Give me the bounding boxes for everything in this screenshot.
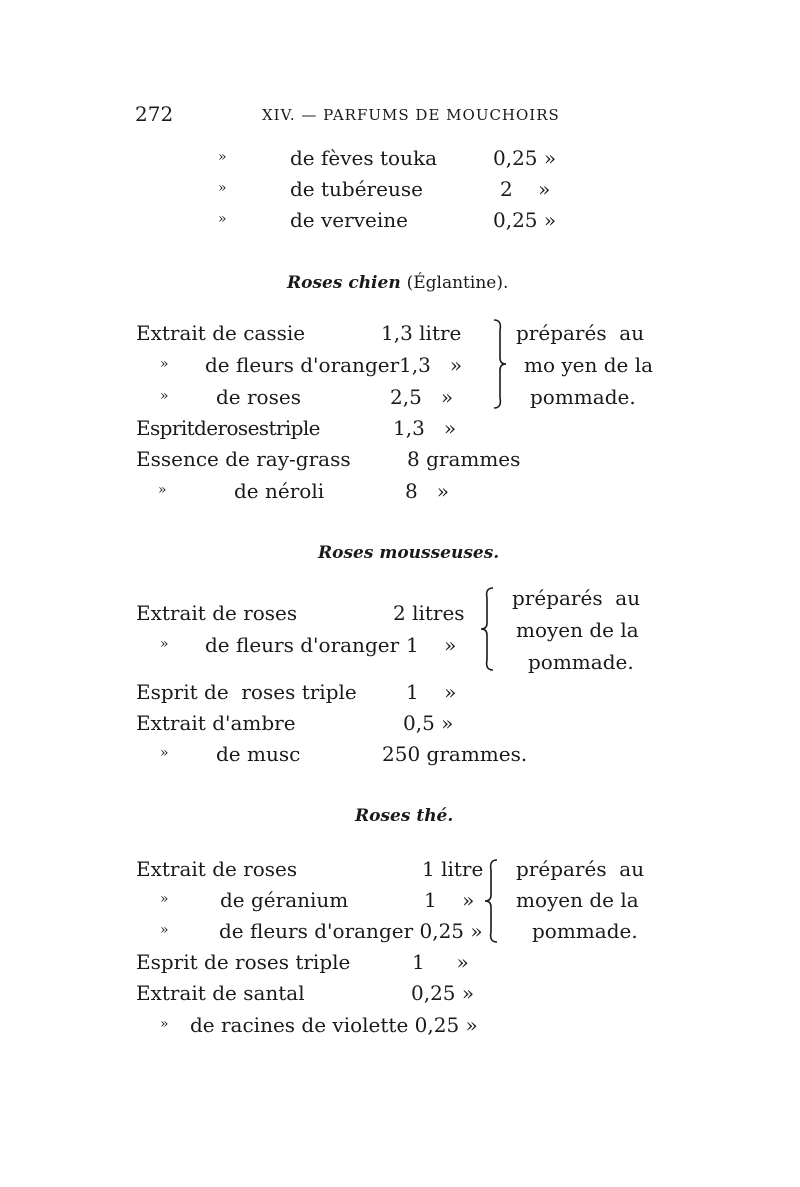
recipe-label: Extrait de cassie xyxy=(136,321,306,345)
list-item-qty: 0,25 » xyxy=(493,146,557,170)
preparation-note: mo yen de la xyxy=(524,353,654,377)
ditto-mark: » xyxy=(160,1016,169,1032)
curly-brace-icon xyxy=(490,318,510,410)
recipe-label: de néroli xyxy=(234,479,325,503)
list-item-name: de fèves touka xyxy=(290,146,437,170)
recipe-qty: 1 » xyxy=(406,633,457,657)
page-number: 272 xyxy=(135,102,174,126)
preparation-note: pommade. xyxy=(532,919,638,943)
ditto-mark: » xyxy=(160,636,169,652)
recipe-label: Extrait de roses xyxy=(136,857,298,881)
recipe-label: Extrait de roses xyxy=(136,601,298,625)
recipe-label: de géranium xyxy=(220,888,349,912)
recipe-qty: 8 » xyxy=(405,479,450,503)
recipe-label: Extrait de santal xyxy=(136,981,305,1005)
recipe-qty: 2 litres xyxy=(393,601,465,625)
recipe-qty: 0,25 » xyxy=(411,981,475,1005)
recipe-qty: 0,5 » xyxy=(403,711,454,735)
ditto-mark: » xyxy=(160,745,169,761)
ditto-mark: » xyxy=(158,482,167,498)
recipe-qty: 1,3 » xyxy=(393,416,457,440)
recipe-qty: 1,3 » xyxy=(399,353,463,377)
list-item-name: de verveine xyxy=(290,208,408,232)
ditto-mark: » xyxy=(218,211,227,227)
recipe-qty: 1 » xyxy=(406,680,457,704)
curly-brace-icon xyxy=(483,858,503,944)
recipe-label: de fleurs d'oranger xyxy=(205,633,400,657)
section-title: Roses thé. xyxy=(355,806,454,826)
recipe-label: Esprit de roses triple xyxy=(136,950,351,974)
recipe-qty: 1,3 litre xyxy=(381,321,462,345)
recipe-label: Essence de ray-grass xyxy=(136,447,351,471)
list-item-qty: 0,25 » xyxy=(493,208,557,232)
recipe-label: de musc xyxy=(216,742,301,766)
recipe-qty: 250 grammes. xyxy=(382,742,528,766)
preparation-note: préparés au xyxy=(512,586,641,610)
recipe-qty: 1 » xyxy=(424,888,475,912)
recipe-label: de roses xyxy=(216,385,301,409)
section-title: Roses mousseuses. xyxy=(318,543,500,563)
preparation-note: préparés au xyxy=(516,321,645,345)
ditto-mark: » xyxy=(160,891,169,907)
ditto-mark: » xyxy=(160,356,169,372)
ditto-mark: » xyxy=(160,388,169,404)
curly-brace-icon xyxy=(479,586,499,672)
list-item-name: de tubéreuse xyxy=(290,177,423,201)
recipe-label: de fleurs d'oranger xyxy=(205,353,400,377)
recipe-qty: 1 » xyxy=(412,950,469,974)
section-title: Roses chien (Églantine). xyxy=(287,273,509,293)
list-item-qty: 2 » xyxy=(500,177,551,201)
preparation-note: pommade. xyxy=(528,650,634,674)
recipe-label: Esprit de roses triple xyxy=(136,680,357,704)
preparation-note: pommade. xyxy=(530,385,636,409)
ditto-mark: » xyxy=(218,149,227,165)
running-title: XIV. — PARFUMS DE MOUCHOIRS xyxy=(262,106,560,124)
recipe-label: Espritderosestriple xyxy=(136,416,320,440)
recipe-label: de fleurs d'oranger 0,25 » xyxy=(219,919,483,943)
ditto-mark: » xyxy=(218,180,227,196)
preparation-note: moyen de la xyxy=(516,888,639,912)
recipe-qty: 2,5 » xyxy=(390,385,454,409)
recipe-qty: 1 litre xyxy=(422,857,484,881)
ditto-mark: » xyxy=(160,922,169,938)
recipe-label: Extrait d'ambre xyxy=(136,711,296,735)
recipe-qty: 8 grammes xyxy=(407,447,521,471)
preparation-note: préparés au xyxy=(516,857,645,881)
recipe-label: de racines de violette 0,25 » xyxy=(190,1013,478,1037)
preparation-note: moyen de la xyxy=(516,618,639,642)
